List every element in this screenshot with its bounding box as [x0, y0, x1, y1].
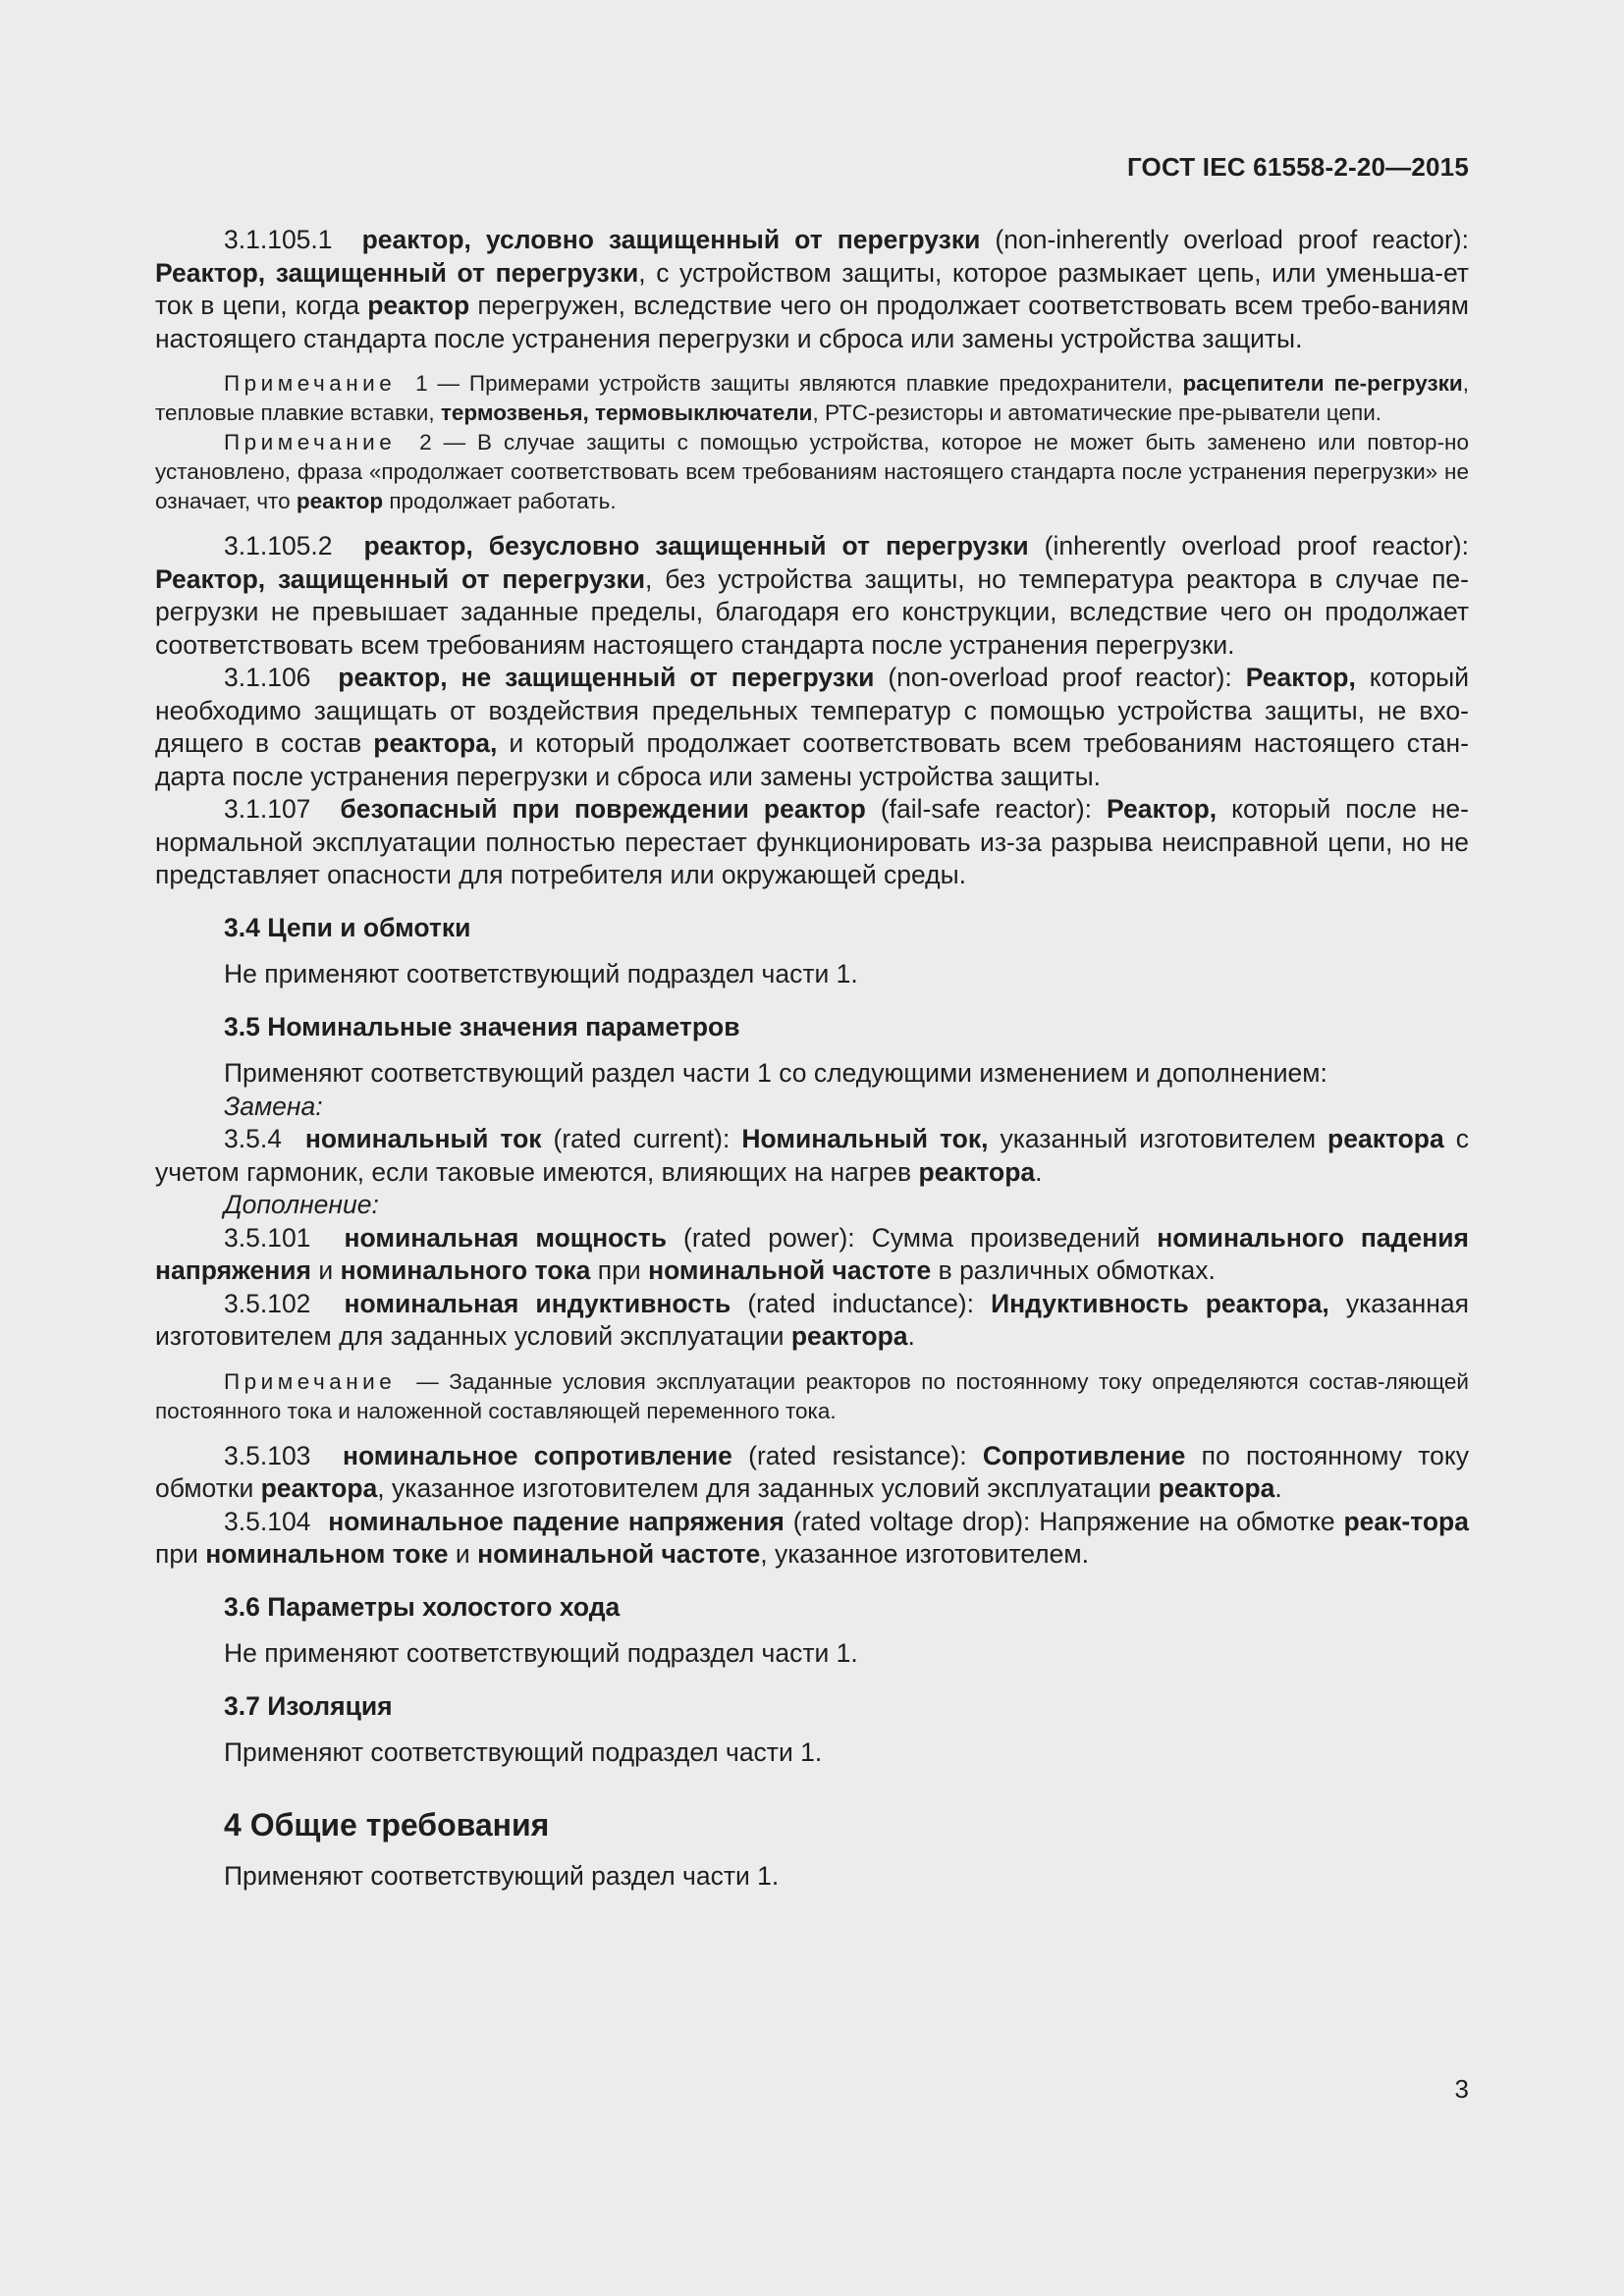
clause-3-1-105-1: 3.1.105.1 реактор, условно защищенный от перегрузки (non-inherently overload proof reactor): Реактор, защищенный от перегрузки, с устройством защиты, которое размыкает цепь, или уменьша-ет ток в цепи, когда реактор перегружен, вследствие чего он продолжает соответствовать всем требо-ваниям настоящего стандарта после устранения перегрузки и сброса или замены устройства защиты. [155, 225, 1469, 353]
replacement-label: Замена: [224, 1091, 323, 1121]
clause-3-1-107: 3.1.107 безопасный при повреждении реактор (fail-safe reactor): Реактор, который после не-нормальной эксплуатации полностью перестает функционировать из-за разрыва неисправной цепи, но не представляет опасности для потребителя или окружающей среды. [155, 794, 1469, 889]
section-3-6-text: Не применяют соответствующий подраздел части 1. [224, 1638, 858, 1668]
clause-3-5-103: 3.5.103 номинальное сопротивление (rated resistance): Сопротивление по постоянному току обмотки реактора, указанное изготовителем для заданных условий эксплуатации реактора. [155, 1440, 1469, 1503]
clause-3-1-106: 3.1.106 реактор, не защищенный от перегрузки (non-overload proof reactor): Реактор, который необходимо защищать от воздействия предельных температур с помощью устройства защиты, не вхо-дящего в состав реактора, и который продолжает соответствовать всем требованиям настоящего стан-дарта после устранения перегрузки и сброса или замены устройства защиты. [155, 663, 1470, 791]
clause-3-5-104: 3.5.104 номинальное падение напряжения (rated voltage drop): Напряжение на обмотке реак-тора при номинальном токе и номинальной частоте, указанное изготовителем. [155, 1506, 1469, 1569]
document-body [155, 224, 1469, 1893]
note-2: Примечание 2 — В случае защиты с помощью устройства, которое не может быть заменено или повтор-но установлено, фраза «продолжает соответствовать всем требованиям настоящего стандарта после устранения перегрузки» не означает, что реактор продолжает работать. [155, 430, 1469, 513]
notes-block [155, 369, 1469, 516]
section-3-5-text: Применяют соответствующий раздел части 1 со следующими изменением и дополнением: [224, 1058, 1327, 1088]
section-3-4-text: Не применяют соответствующий подраздел части 1. [224, 959, 858, 988]
section-3-6-heading: 3.6 Параметры холостого хода [224, 1591, 621, 1622]
document-header: ГОСТ IEC 61558-2-20—2015 [1126, 152, 1469, 182]
addition-label: Дополнение: [224, 1190, 379, 1219]
clause-3-5-4: 3.5.4 номинальный ток (rated current): Номинальный ток, указанный изготовителем реактора с учетом гармоник, если таковые имеются, влияющих на нагрев реактора. [155, 1124, 1469, 1187]
clause-3-5-101: 3.5.101 номинальная мощность (rated power): Сумма произведений номинального падения напряжения и номинального тока при номинальной частоте в различных обмотках. [155, 1222, 1469, 1285]
section-4-text: Применяют соответствующий раздел части 1. [224, 1860, 780, 1891]
note-1: Примечание 1 — Примерами устройств защиты являются плавкие предохранители, расцепители пе-регрузки, тепловые плавкие вставки, термозвенья, термовыключатели, РТС-резисторы и автоматические пре-рыватели цепи. [155, 371, 1469, 425]
notes-block-2 [155, 1367, 1469, 1426]
section-3-5-heading: 3.5 Номинальные значения параметров [224, 1011, 740, 1041]
section-4-heading: 4 Общие требования [224, 1806, 550, 1842]
clause-3-1-105-2: 3.1.105.2 реактор, безусловно защищенный от перегрузки (inherently overload proof reactor): Реактор, защищенный от перегрузки, без устройства защиты, но температура реактора в случае пе-регрузки не превышает заданные пределы, благодаря его конструкции, вследствие чего он продолжает соответствовать всем требованиям настоящего стандарта после устранения перегрузки. [155, 531, 1469, 660]
section-3-7-text: Применяют соответствующий подраздел части 1. [224, 1737, 823, 1767]
clause-3-5-102: 3.5.102 номинальная индуктивность (rated inductance): Индуктивность реактора, указанная изготовителем для заданных условий эксплуатации реактора. [155, 1288, 1469, 1351]
note-3: Примечание — Заданные условия эксплуатации реакторов по постоянному току определяются состав-ляющей постоянного тока и наложенной составляющей переменного тока. [155, 1368, 1469, 1423]
section-3-7-heading: 3.7 Изоляция [224, 1690, 393, 1721]
section-3-4-heading: 3.4 Цепи и обмотки [224, 912, 471, 942]
page-number: 3 [1454, 2074, 1469, 2104]
